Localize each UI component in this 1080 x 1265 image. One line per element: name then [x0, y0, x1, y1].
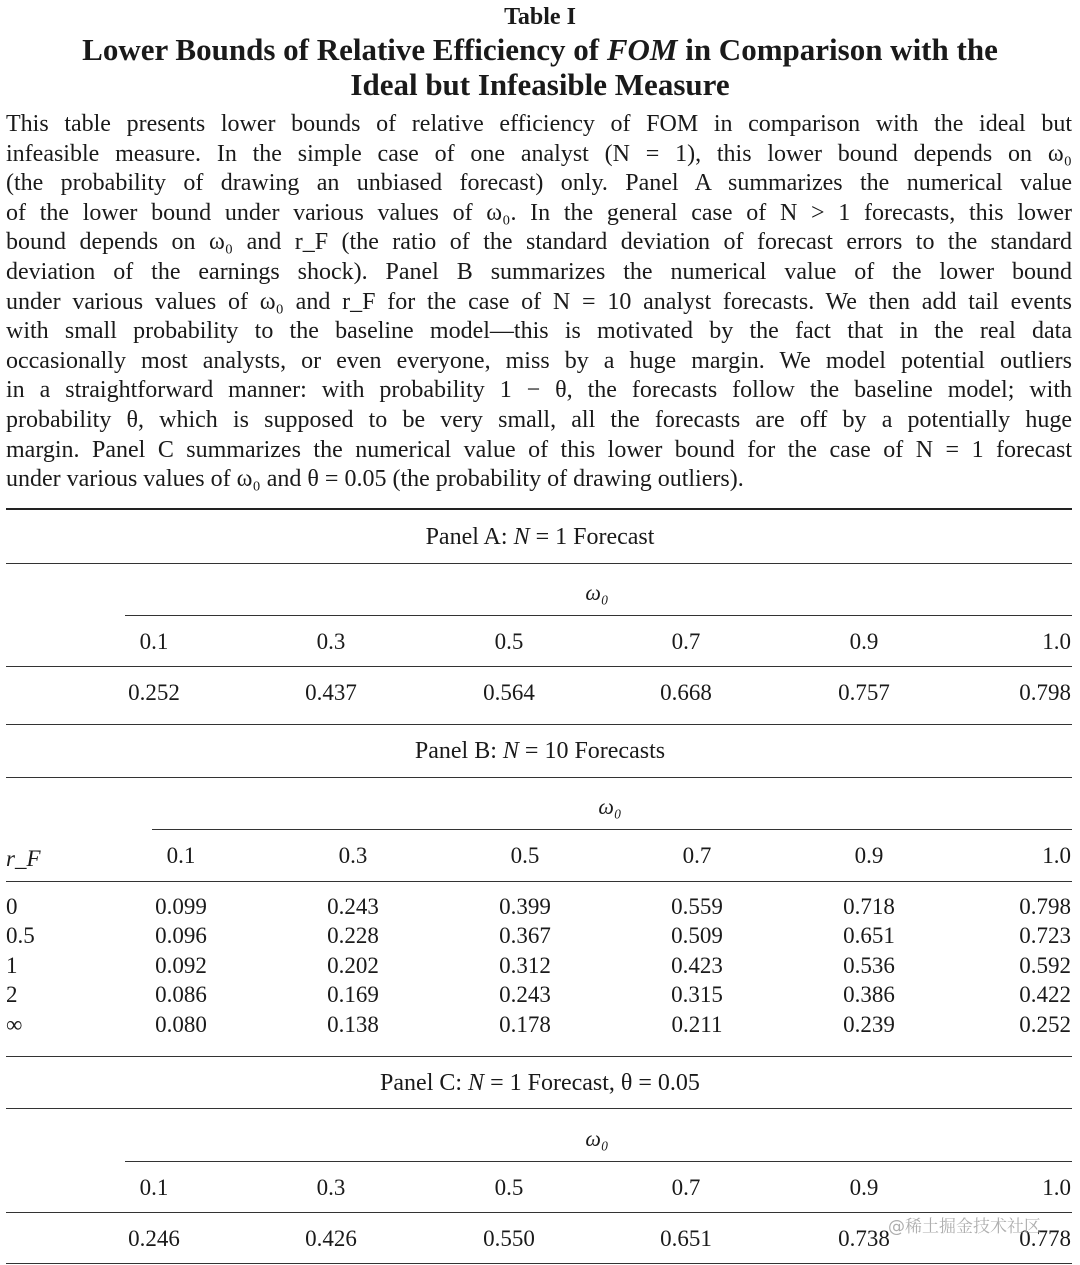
table-cell: 0.550: [483, 1226, 535, 1251]
table-cell: 0.437: [305, 680, 357, 705]
table-cell: 0.718: [843, 894, 895, 919]
panel-a-column-header: 0.1: [139, 629, 169, 654]
panel-a-column-header: 0.5: [494, 629, 524, 654]
caption-line: (the probability of drawing an unbiased forecast) only. Panel A summarizes the numerical value: [6, 170, 1072, 197]
table-cell: 0.086: [155, 982, 207, 1007]
panel-a-title-n: N: [513, 524, 530, 550]
row-label: 0: [6, 894, 18, 919]
table-cell: 0.423: [671, 953, 723, 978]
table-cell: 0.798: [1019, 680, 1071, 705]
table-cell: 0.367: [499, 923, 551, 948]
panel-b-header-rule: [6, 881, 1072, 882]
panel-c-title: [0, 1068, 1080, 1098]
panel-a-title-rule: [6, 563, 1072, 564]
caption-line: probability θ, which is supposed to be very small, all the forecasts are off by a potentially huge: [6, 406, 1072, 433]
table-cell: 0.778: [1019, 1226, 1071, 1251]
caption-line: occasionally most analysts, or even everyone, miss by a huge margin. We model potential outliers: [6, 347, 1072, 374]
table-title-line-2: Ideal but Infeasible Measure: [350, 67, 730, 102]
table-cell: 0.426: [305, 1226, 357, 1251]
table-cell: 0.399: [499, 894, 551, 919]
panel-b-omega-header: ω₀: [598, 794, 622, 819]
panel-a-group-rule: [125, 615, 1072, 616]
table-cell: 0.422: [1019, 982, 1071, 1007]
panel-c-title-rule: [6, 1108, 1072, 1109]
caption-line: bound depends on ω₀ and r_F (the ratio of the standard deviation of forecast errors to the standard: [6, 229, 1072, 256]
panel-c-bottom-rule: [6, 1263, 1072, 1264]
table-cell: 0.559: [671, 894, 723, 919]
title-text-fom: FOM: [606, 32, 678, 67]
caption-line: This table presents lower bounds of relative efficiency of FOM in comparison with the ideal but: [6, 111, 1072, 137]
panel-c-title-post: = 1 Forecast, θ = 0.05: [484, 1070, 700, 1096]
caption-line: under various values of ω₀ and r_F for the case of N = 10 analyst forecasts. We then add tail events: [6, 288, 1072, 315]
table-cell: 0.246: [128, 1226, 180, 1251]
table-cell: 0.386: [843, 982, 895, 1007]
panel-c-column-header: 0.3: [316, 1175, 346, 1200]
table-caption: [6, 110, 1072, 495]
panel-a-column-header: 0.7: [671, 629, 701, 654]
panel-b-group-rule: [152, 829, 1072, 830]
table-cell: 0.509: [671, 923, 723, 948]
title-text-pre: Lower Bounds of Relative Efficiency of: [82, 32, 607, 67]
panel-c-column-header: 0.7: [671, 1175, 701, 1200]
table-cell: 0.312: [499, 953, 551, 978]
panel-b-bottom-rule: [6, 1056, 1072, 1057]
table-cell: 0.169: [327, 982, 379, 1007]
row-label: 2: [6, 982, 18, 1007]
row-label: 1: [6, 953, 18, 978]
caption-line: margin. Panel C summarizes the numerical value of this lower bound for the case of N = 1 forecast: [6, 436, 1072, 463]
panel-c-omega-header: ω₀: [585, 1126, 609, 1151]
table-cell: 0.243: [499, 982, 551, 1007]
table-cell: 0.592: [1019, 953, 1071, 978]
table-cell: 0.099: [155, 894, 207, 919]
table-cell: 0.564: [483, 680, 535, 705]
panel-c-column-header: 0.5: [494, 1175, 524, 1200]
table-cell: 0.239: [843, 1012, 895, 1037]
panel-c-group-rule: [125, 1161, 1072, 1162]
panel-b-title-n: N: [502, 738, 519, 764]
table-label: Table I: [504, 4, 576, 30]
panel-a-column-header: 1.0: [1042, 629, 1071, 654]
panel-c-title-n: N: [468, 1070, 485, 1096]
table-title-line-1: [0, 32, 1080, 67]
panel-a-title: [0, 522, 1080, 552]
table-cell: 0.178: [499, 1012, 551, 1037]
panel-b-row-header: r_F: [6, 846, 41, 871]
table-cell: 0.228: [327, 923, 379, 948]
caption-line: of the lower bound under various values of ω₀. In the general case of N > 1 forecasts, this lower: [6, 199, 1072, 226]
panel-a-top-rule: [6, 508, 1072, 510]
panel-b-title-pre: Panel B:: [414, 738, 503, 764]
table-cell: 0.651: [843, 923, 895, 948]
table-cell: 0.536: [843, 953, 895, 978]
panel-c-column-header: 0.9: [849, 1175, 879, 1200]
title-text-post: in Comparison with the: [677, 32, 998, 67]
table-cell: 0.092: [155, 953, 207, 978]
panel-c-column-header: 1.0: [1042, 1175, 1071, 1200]
panel-a-header-rule: [6, 666, 1072, 667]
panel-b-column-header: 0.1: [166, 843, 196, 868]
panel-a-title-post: = 1 Forecast: [529, 524, 655, 550]
watermark: @稀土掘金技术社区: [888, 1217, 1041, 1237]
panel-b-column-header: 0.5: [510, 843, 540, 868]
panel-b-title-rule: [6, 777, 1072, 778]
table-cell: 0.315: [671, 982, 723, 1007]
panel-b-column-header: 0.3: [338, 843, 368, 868]
panel-b-title: [0, 736, 1080, 766]
panel-b-title-post: = 10 Forecasts: [518, 738, 666, 764]
table-cell: 0.668: [660, 680, 712, 705]
caption-line: in a straightforward manner: with probability 1 − θ, the forecasts follow the baseline model; with: [6, 377, 1072, 404]
table-cell: 0.080: [155, 1012, 207, 1037]
table-cell: 0.252: [1019, 1012, 1071, 1037]
caption-line: deviation of the earnings shock). Panel B summarizes the numerical value of the lower bound: [6, 258, 1072, 285]
table-cell: 0.738: [838, 1226, 890, 1251]
table-cell: 0.096: [155, 923, 207, 948]
table-cell: 0.723: [1019, 923, 1071, 948]
panel-a-column-header: 0.3: [316, 629, 346, 654]
panel-a-column-header: 0.9: [849, 629, 879, 654]
table-cell: 0.798: [1019, 894, 1071, 919]
caption-line: with small probability to the baseline model—this is motivated by the fact that in the real data: [6, 318, 1072, 345]
table-cell: 0.243: [327, 894, 379, 919]
table-cell: 0.252: [128, 680, 180, 705]
panel-a-title-pre: Panel A:: [425, 524, 514, 550]
table-title: [0, 32, 1080, 102]
table-cell: 0.138: [327, 1012, 379, 1037]
row-label: ∞: [6, 1012, 23, 1037]
panel-b-column-header: 1.0: [1042, 843, 1071, 868]
table-cell: 0.651: [660, 1226, 712, 1251]
panel-b-column-header: 0.7: [682, 843, 712, 868]
panel-c-title-pre: Panel C:: [380, 1070, 469, 1096]
panel-a-bottom-rule: [6, 724, 1072, 725]
table-cell: 0.202: [327, 953, 379, 978]
row-label: 0.5: [6, 923, 35, 948]
panel-c-column-header: 0.1: [139, 1175, 169, 1200]
panel-a-omega-header: ω₀: [585, 580, 609, 605]
caption-line: infeasible measure. In the simple case of one analyst (N = 1), this lower bound depends on ω₀: [6, 140, 1072, 167]
panel-b-column-header: 0.9: [854, 843, 884, 868]
table-cell: 0.211: [671, 1012, 723, 1037]
caption-line: under various values of ω₀ and θ = 0.05 (the probability of drawing outliers).: [6, 466, 744, 493]
table-cell: 0.757: [838, 680, 890, 705]
